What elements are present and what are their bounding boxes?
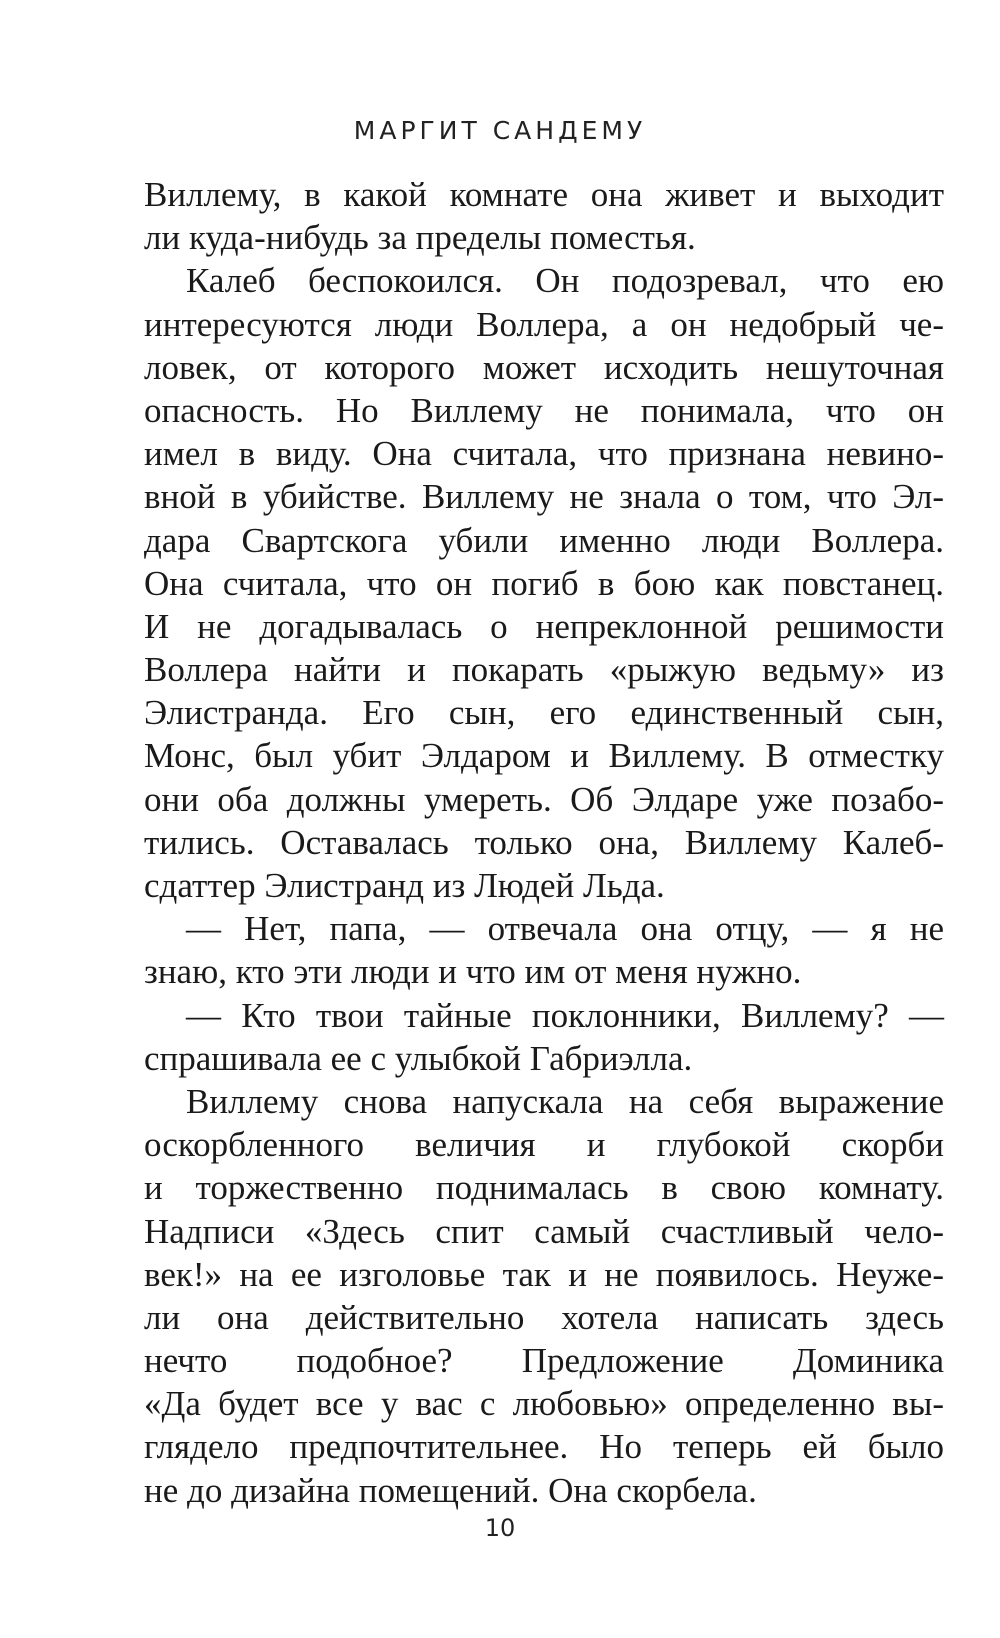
text-line: дара Свартскога убили именно люди Воллера. <box>144 520 944 560</box>
running-head: МАРГИТ САНДЕМУ <box>353 116 647 145</box>
text-line: знаю, кто эти люди и что им от меня нужно. <box>144 952 802 992</box>
text-line: и торжественно поднималась в свою комнату. <box>144 1168 944 1208</box>
text-line: Элистранда. Его сын, его единственный сын, <box>144 693 944 733</box>
text-line: они оба должны умереть. Об Элдаре уже позабо- <box>144 779 944 819</box>
body-text <box>144 173 944 1512</box>
text-line: Виллему снова напускала на себя выражение <box>186 1081 944 1121</box>
text-line: оскорбленного величия и глубокой скорби <box>144 1125 944 1165</box>
text-line: век!» на ее изголовье так и не появилось. Неуже- <box>144 1254 944 1294</box>
text-line: Калеб беспокоился. Он подозревал, что ею <box>186 261 944 301</box>
text-line: глядело предпочтительнее. Но теперь ей было <box>144 1427 944 1467</box>
text-line: Она считала, что он погиб в бою как повстанец. <box>144 563 944 603</box>
text-line: интересуются люди Воллера, а он недобрый че- <box>144 304 944 344</box>
text-line: ли куда-нибудь за пределы поместья. <box>144 218 696 258</box>
text-line: не до дизайна помещений. Она скорбела. <box>144 1470 757 1510</box>
text-line: Воллера найти и покарать «рыжую ведьму» из <box>144 650 944 690</box>
text-line: нечто подобное? Предложение Доминика <box>144 1341 944 1381</box>
text-line: ли она действительно хотела написать здесь <box>144 1297 944 1337</box>
text-line: — Кто твои тайные поклонники, Виллему? — <box>186 995 944 1035</box>
text-line: имел в виду. Она считала, что признана невино- <box>144 434 944 474</box>
text-line: И не догадывалась о непреклонной решимости <box>144 606 944 646</box>
text-line: сдаттер Элистранд из Людей Льда. <box>144 866 665 905</box>
text-line: «Да будет все у вас с любовью» определенно вы- <box>144 1384 944 1424</box>
text-line: Надписи «Здесь спит самый счастливый чело- <box>144 1211 944 1251</box>
text-line: ловек, от которого может исходить нешуточная <box>144 347 944 387</box>
text-line: Виллему, в какой комнате она живет и выходит <box>144 175 944 214</box>
text-line: тились. Оставалась только она, Виллему Калеб- <box>144 822 944 862</box>
text-line: спрашивала ее с улыбкой Габриэлла. <box>144 1038 693 1078</box>
text-line: Монс, был убит Элдаром и Виллему. В отместку <box>144 736 944 776</box>
text-line: — Нет, папа, — отвечала она отцу, — я не <box>186 909 944 949</box>
text-line: вной в убийстве. Виллему не знала о том, что Эл- <box>144 477 944 517</box>
page-number: 10 <box>484 1514 516 1542</box>
text-line: опасность. Но Виллему не понимала, что он <box>144 390 944 430</box>
